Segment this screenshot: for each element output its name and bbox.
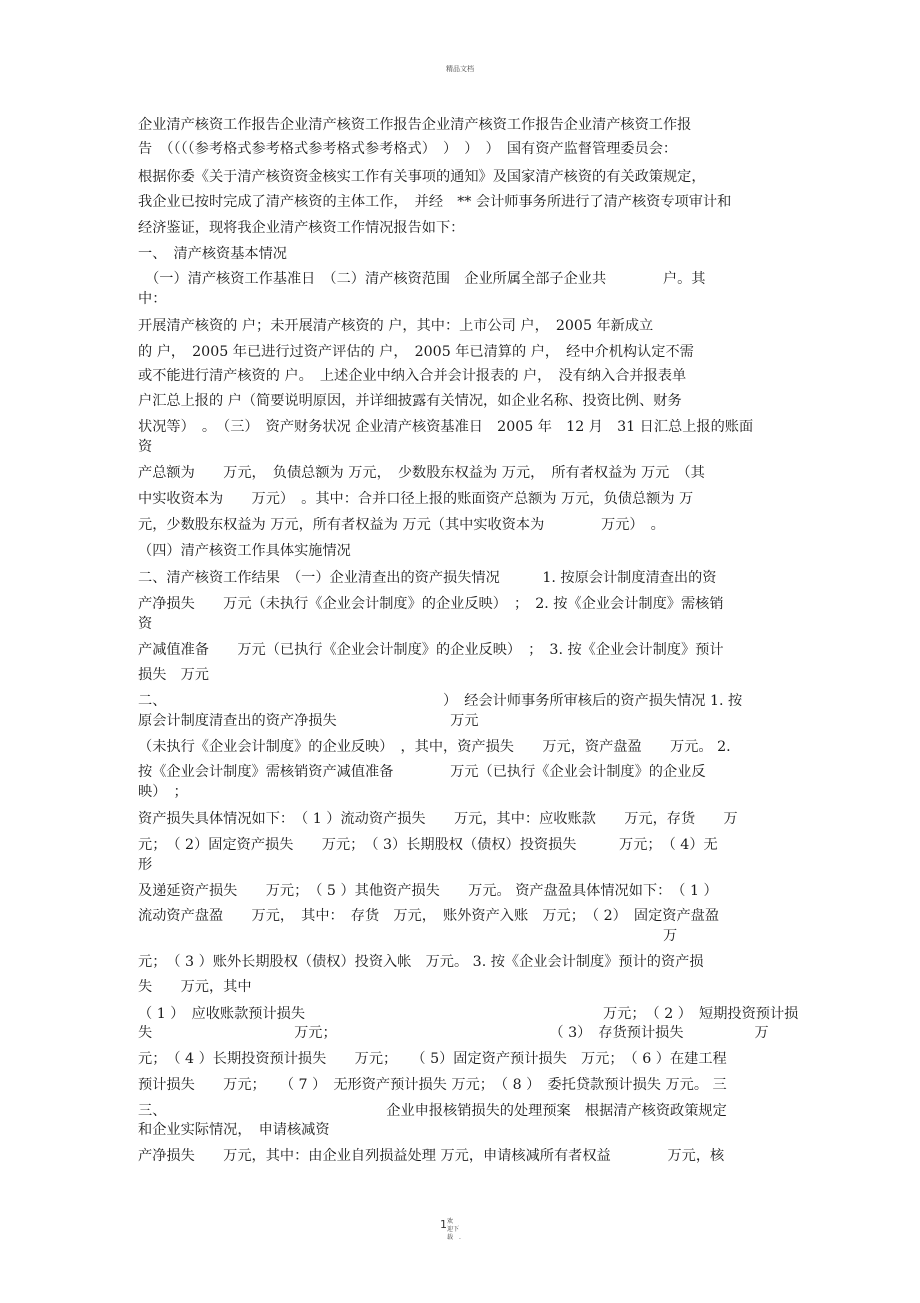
text-line: 一、 清产核资基本情况 [138,246,287,262]
text-line: 映） ； [138,784,188,800]
text-line: 中实收资本为 万元） 。其中：合并口径上报的账面资产总额为 万元，负债总额为 万 [138,491,694,507]
text-line: 三、 企业申报核销损失的处理预案 根据清产核资政策规定 [138,1103,727,1119]
footer-note-line: 欢 [447,1218,454,1225]
text-line: 损失 万元 [138,667,209,683]
text-line: 失 万元； （ 3） 存货预计损失 万 [138,1025,769,1041]
text-line: 按《企业会计制度》需核销资产减值准备 万元（已执行《企业会计制度》的企业反 [138,764,706,780]
text-line: （ 1 ） 应收账款预计损失 万元； （ 2 ） 短期投资预计损 [138,1006,799,1022]
text-line: 企业清产核资工作报告企业清产核资工作报告企业清产核资工作报告企业清产核资工作报 [138,117,692,133]
text-line: 开展清产核资的 户；未开展清产核资的 户，其中：上市公司 户， 2005 年新成立 [138,318,654,334]
text-line: 状况等） 。 （三） 资产财务状况 企业清产核资基准日 2005 年 12 月 31 日汇总上报的账面 [138,419,754,435]
footer-note [447,1218,461,1242]
text-line: 资产损失具体情况如下： （ 1 ）流动资产损失 万元，其中：应收账款 万元，存货 万 [138,811,738,827]
text-line: 中： [138,291,167,307]
text-line: 和企业实际情况， 申请核减资 [138,1122,330,1138]
page-number: 1 [440,1218,447,1231]
footer-note-line: 载 . [447,1234,461,1241]
text-line: 资 [138,439,153,455]
text-line: 元； （ 2）固定资产损失 万元； （ 3）长期股权（债权）投资损失 万元； （ 4）无 [138,837,718,853]
text-line: 经济鉴证，现将我企业清产核资工作情况报告如下： [138,220,465,236]
text-line: 流动资产盘盈 万元， 其中： 存货 万元， 账外资产入账 万元； （ 2） 固定资产盘盈 [138,908,720,924]
text-line: 的 户， 2005 年已进行过资产评估的 户， 2005 年已清算的 户， 经中介机构认定不需 [138,344,694,360]
text-line: 产净损失 万元（未执行《企业会计制度》的企业反映） ； 2. 按《企业会计制度》需核销 [138,596,724,612]
text-line: 产减值准备 万元（已执行《企业会计制度》的企业反映） ； 3. 按《企业会计制度》预计 [138,642,724,658]
text-line: 及递延资产损失 万元； （ 5 ）其他资产损失 万元。 资产盘盈具体情况如下： （ 1 ） [138,883,718,899]
text-line: 二、 ） 经会计师事务所审核后的资产损失情况 1. 按 [138,693,743,709]
page-footer [440,1218,480,1242]
text-line: 户汇总上报的 户（简要说明原因，并详细披露有关情况，如企业名称、投资比例、财务 [138,393,682,409]
page-header: 精品文档 [446,65,474,73]
text-line: （一）清产核资工作基准日 （二）清产核资范围 企业所属全部子企业共 户。其 [138,271,706,287]
text-line: 我企业已按时完成了清产核资的主体工作， 并经 ** 会计师事务所进行了清产核资专项审计和 [138,194,732,210]
text-line: （四）清产核资工作具体实施情况 [138,543,351,559]
text-line: 元； （ 3 ）账外长期股权（债权）投资入帐 万元。 3. 按《企业会计制度》预计的资产损 [138,954,704,970]
text-line: 元，少数股东权益为 万元，所有者权益为 万元（其中实收资本为 万元） 。 [138,517,665,533]
text-line: 或不能进行清产核资的 户。 上述企业中纳入合并会计报表的 户， 没有纳入合并报表单 [138,368,687,384]
text-line: 二、清产核资工作结果 （一）企业清查出的资产损失情况 1. 按原会计制度清查出的资 [138,570,717,586]
text-line: 元； （ 4 ）长期投资预计损失 万元； （ 5）固定资产预计损失 万元； （ 6 ）在建工程 [138,1051,727,1067]
text-line: 根据你委《关于清产核资资金核实工作有关事项的通知》及国家清产核资的有关政策规定， [138,169,706,185]
text-line: 失 万元，其中 [138,979,252,995]
text-line: 万 [138,928,678,944]
text-line: 原会计制度清查出的资产净损失 万元 [138,713,479,729]
text-line: 预计损失 万元； （ 7 ） 无形资产预计损失 万元； （ 8 ） 委托贷款预计损失 万元。 三 [138,1077,727,1093]
text-line: 形 [138,857,153,873]
footer-note-line: 迎下 [447,1226,460,1233]
text-line: （未执行《企业会计制度》的企业反映） ，其中，资产损失 万元，资产盘盈 万元。 2. [138,739,731,755]
text-line: 告 （（（（参考格式参考格式参考格式参考格式） ） ） ） 国有资产监督管理委员会： [138,141,678,157]
text-line: 产总额为 万元， 负债总额为 万元， 少数股东权益为 万元， 所有者权益为 万元 （其 [138,465,705,481]
text-line: 资 [138,616,153,632]
text-line: 产净损失 万元，其中：由企业自列损益处理 万元，申请核减所有者权益 万元，核 [138,1148,725,1164]
